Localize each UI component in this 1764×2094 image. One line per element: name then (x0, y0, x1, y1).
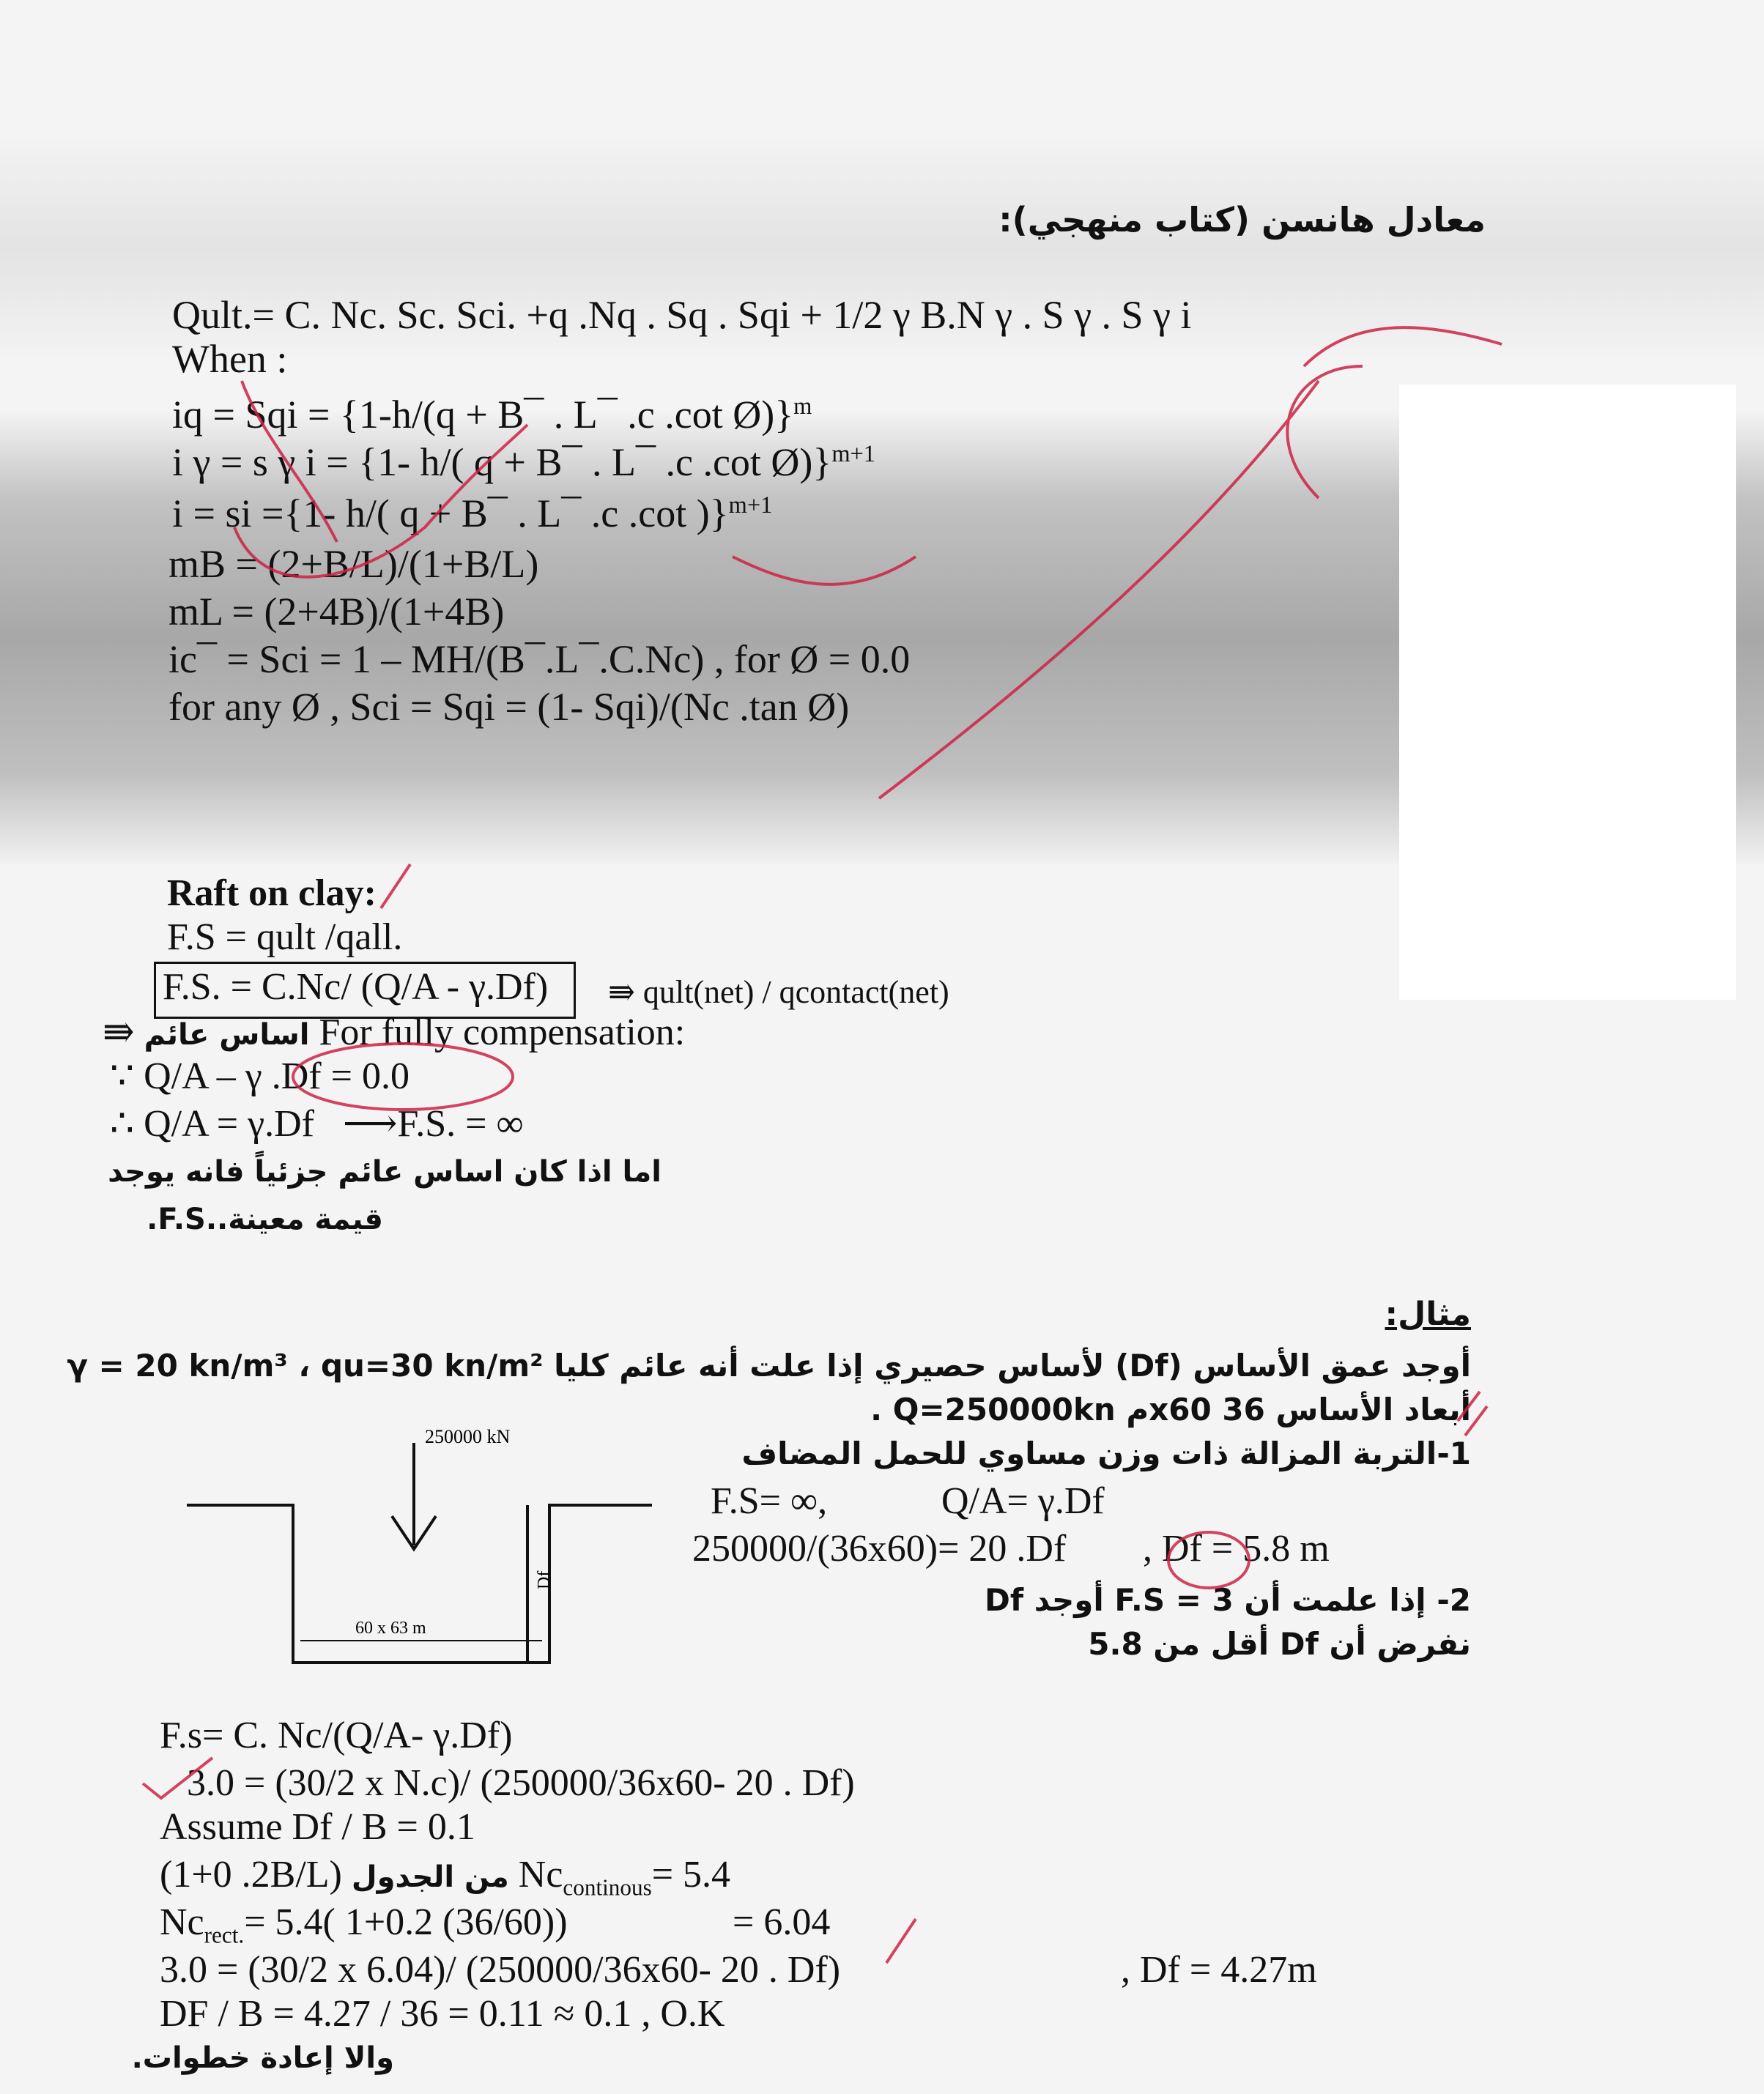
raft-fs-2-note (608, 970, 949, 1014)
raft-eq-2-text: Q/A = γ.Df (144, 1103, 314, 1145)
load-label: 250000 kN (425, 1426, 511, 1447)
redacted-box (1399, 385, 1736, 1000)
step-2a: 250000/(36x60)= 20 .Df (692, 1528, 1067, 1570)
hansen-line-5 (172, 483, 772, 535)
raft-fs-1: F.S = qult /qall. (167, 916, 403, 958)
hansen-line-6: mB = (2+B/L)/(1+B/L) (168, 542, 539, 586)
hansen-line-9: for any Ø , Sci = Sqi = (1- Sqi)/(Nc .tan Ø) (168, 685, 850, 729)
fully-compensation-line (103, 1011, 685, 1057)
raft-fs-2-note-text: qult(net) / qcontact(net) (642, 974, 949, 1010)
partial-ar-1: اما اذا كان اساس عائم جزئياً فانه يوجد (108, 1155, 662, 1189)
raft-diagram (183, 1421, 659, 1677)
step-1b: Q/A= γ.Df (941, 1480, 1105, 1522)
sol-line-7: DF / B = 4.27 / 36 = 0.11 ≈ 0.1 , O.K (160, 1993, 725, 2035)
excavation-outline (187, 1505, 652, 1663)
hansen-line-4-text: i γ = s γ i = {1- h/( q + B¯ . L¯ .c .cot Ø)} (172, 440, 832, 484)
sol-line-6b: , Df = 4.27m (1121, 1949, 1317, 1991)
example-q1: أوجد عمق الأساس (Df) لأساس حصيري إذا علت أنه عائم كليا γ = 20 kn/m³ ، qu=30 kn/m² (67, 1348, 1471, 1384)
sol-line-4-ar: من الجدول (351, 1860, 509, 1894)
pen-check-1 (381, 864, 410, 908)
hansen-line-2: When : (172, 337, 288, 381)
sol-line-1: F.s= C. Nc/(Q/A- γ.Df) (160, 1715, 513, 1756)
sol-line-3: Assume Df / B = 0.1 (160, 1806, 475, 1848)
hansen-line-3 (172, 385, 812, 437)
sol-line-2: 3.0 = (30/2 x N.c)/ (250000/36x60- 20 . Df) (187, 1762, 855, 1804)
dimension-label: 60 x 63 m (355, 1619, 426, 1638)
step-1a: F.S= ∞, (711, 1480, 828, 1522)
sol-line-4a: (1+0 .2B/L) (160, 1854, 342, 1896)
therefore-icon: ∴ (110, 1103, 144, 1145)
sol-line-8: والا إعادة خطوات. (131, 2041, 394, 2075)
hansen-line-7: mL = (2+4B)/(1+4B) (168, 590, 505, 634)
hansen-line-5-text: i = si ={1- h/( q + B¯ . L¯ .c .cot )} (172, 491, 729, 535)
raft-eq-2-result: F.S. = ∞ (397, 1103, 524, 1145)
exponent-m1-2: m+1 (728, 492, 773, 519)
pen-check-3 (886, 1919, 916, 1963)
sol-line-5b: = 5.4( 1+0.2 (36/60)) (244, 1901, 568, 1943)
page-title: معادل هانسن (كتاب منهجي): (998, 200, 1486, 240)
sol-line-5a: Nc (160, 1901, 204, 1943)
hansen-line-3-text: iq = Sqi = {1-h/(q + B¯ . L¯ .c .cot Ø)} (172, 393, 794, 437)
sol-line-4b: Nc (518, 1854, 563, 1896)
double-arrow-icon: ⇛ (103, 1011, 144, 1053)
example-label: مثال: (1385, 1296, 1471, 1333)
raft-fs-2: F.S. = C.Nc/ (Q/A - γ.Df) (163, 966, 549, 1008)
hansen-line-1: Qult.= C. Nc. Sc. Sci. +q .Nq . Sq . Sqi + 1/2 γ B.N γ . S γ . S γ i (172, 293, 1192, 337)
sol-line-5c: = 6.04 (733, 1901, 831, 1943)
fully-ar: اساس عائم (144, 1018, 310, 1052)
raft-eq-2 (110, 1102, 524, 1146)
hansen-line-8: ic¯ = Sci = 1 – MH/(B¯.L¯.C.Nc) , for Ø = 0.0 (168, 637, 911, 681)
raft-eq-1 (110, 1055, 410, 1099)
raft-heading: Raft on clay: (167, 872, 377, 914)
arrow-right-icon: ⇛ (608, 974, 643, 1010)
example-q4: 2- إذا علمت أن F.S = 3 أوجد Df (984, 1582, 1471, 1618)
example-q2: أبعاد الأساس 36 x60م Q=250000kn . (870, 1392, 1471, 1427)
exponent-m1: m+1 (831, 441, 876, 467)
sol-line-5-sub: rect. (204, 1922, 245, 1948)
exponent-m: m (793, 393, 812, 420)
fully-en: For fully compensation: (319, 1011, 686, 1053)
example-q5: نفرض أن Df أقل من 5.8 (1088, 1626, 1471, 1662)
example-q3: 1-التربة المزالة ذات وزن مساوي للحمل المضاف (741, 1436, 1471, 1471)
step-2b: , Df = 5.8 m (1143, 1528, 1330, 1570)
hansen-line-4 (172, 432, 875, 484)
sol-line-4c: = 5.4 (651, 1854, 731, 1896)
df-label: Df (535, 1570, 554, 1589)
sol-line-6: 3.0 = (30/2 x 6.04)/ (250000/36x60- 20 . Df) (160, 1949, 841, 1991)
sol-line-4-sub: continous (563, 1874, 652, 1901)
arrow-icon: ⟶ (323, 1103, 398, 1145)
partial-ar-2: قيمة معينة..F.S. (147, 1203, 383, 1236)
because-icon: ∵ (110, 1055, 144, 1097)
raft-eq-1-text: Q/A – γ .Df = 0.0 (144, 1055, 410, 1097)
